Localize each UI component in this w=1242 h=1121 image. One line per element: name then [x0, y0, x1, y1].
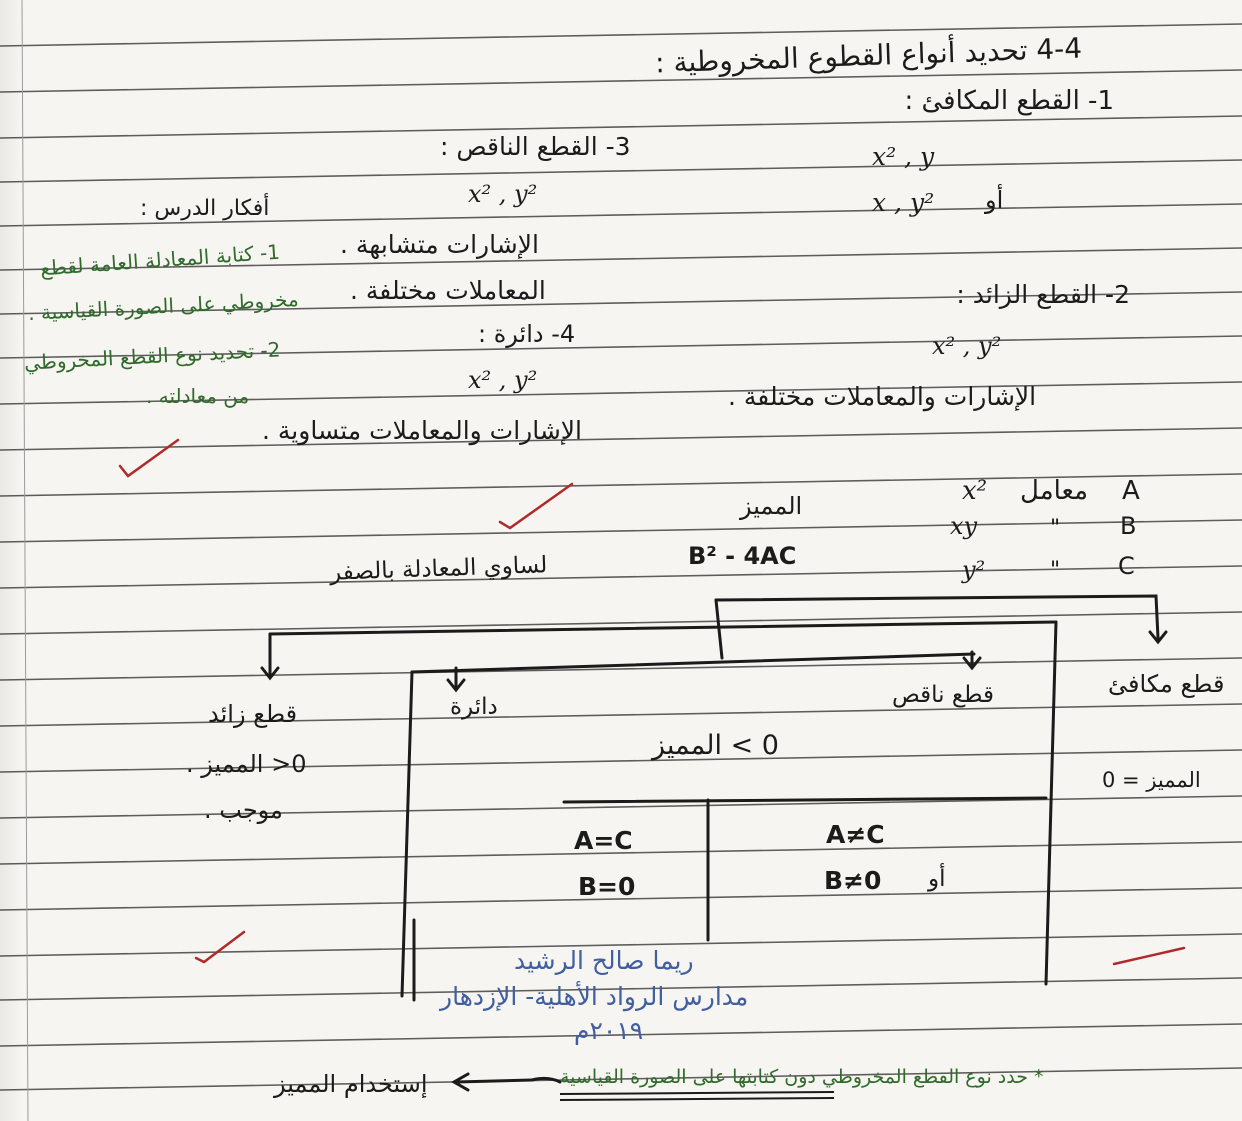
- lesson-idea-2b: من معادلته .: [146, 384, 250, 408]
- discriminant-note: لساوي المعادلة بالصفر: [329, 552, 548, 586]
- branch-ellipse: قطع ناقص: [892, 682, 994, 708]
- ellipse-condition-1: A≠C: [826, 820, 885, 849]
- branch-hyperbola: قطع زائد: [208, 700, 298, 728]
- branch-circle: دائرة: [450, 694, 498, 720]
- branch-to-parabola: [716, 596, 1158, 638]
- check-mark: [1114, 948, 1184, 964]
- author-name: ريما صالح الرشيد: [514, 946, 694, 975]
- footer-result: إستخدام المميز: [274, 1070, 428, 1098]
- discriminant-label: المميز: [740, 492, 803, 520]
- lesson-idea-1b: مخروطي على الصورة القياسية .: [27, 286, 300, 326]
- parabola-form1: x² , y: [872, 142, 935, 171]
- trunk-upper: [716, 600, 722, 658]
- left-divider: [402, 672, 412, 996]
- year: ٢٠١٩م: [574, 1016, 644, 1045]
- lesson-idea-1a: 1- كتابة المعادلة العامة لقطع: [39, 239, 281, 281]
- coef-c-text: ": [1050, 558, 1061, 583]
- footer-arrow: [456, 1080, 532, 1082]
- school-name: مدارس الرواد الأهلية- الإزدهار: [440, 982, 749, 1011]
- footer-underline: [560, 1092, 834, 1094]
- negative-discriminant-rule: 0 > المميز: [652, 730, 779, 761]
- hyperbola-form: x² , y²: [932, 332, 1002, 360]
- parabola-discriminant-rule: المميز = 0: [1102, 768, 1201, 792]
- ellipse-condition-or: أو: [928, 866, 946, 892]
- hyperbola-heading: 2- القطع الزائد :: [956, 280, 1130, 309]
- footer-underline: [560, 1098, 834, 1100]
- circle-condition-1: A=C: [574, 826, 633, 855]
- coef-c-var: C: [1118, 552, 1135, 580]
- coef-b-text: ": [1050, 516, 1061, 541]
- lesson-idea-2a: 2- تحديد نوع القطع المخروطي: [23, 337, 281, 375]
- middle-bar: [412, 654, 974, 672]
- ellipse-rule2: المعاملات مختلفة .: [350, 276, 546, 305]
- coef-a-var: A: [1122, 476, 1140, 506]
- check-mark: [500, 484, 572, 528]
- check-mark: [196, 932, 244, 962]
- ellipse-condition-2: B≠0: [824, 866, 882, 895]
- discriminant-formula: B² - 4AC: [688, 542, 797, 570]
- section-title: 4-4 تحديد أنواع القطوع المخروطية :: [654, 31, 1083, 80]
- lesson-ideas-title: أفكار الدرس :: [140, 196, 270, 221]
- circle-heading: 4- دائرة :: [478, 320, 576, 348]
- ellipse-form: x² , y²: [468, 180, 538, 208]
- coef-b-var: B: [1120, 512, 1137, 540]
- branch-connector: [270, 622, 1056, 634]
- coef-c-term: y²: [962, 556, 986, 584]
- hyperbola-rule: الإشارات والمعاملات مختلفة .: [728, 382, 1037, 411]
- coef-a-text: معامل: [1020, 476, 1089, 506]
- parabola-or: أو: [985, 186, 1004, 214]
- circle-form: x² , y²: [468, 366, 538, 394]
- right-divider: [1046, 622, 1056, 984]
- circle-condition-2: B=0: [578, 872, 636, 901]
- ellipse-rule1: الإشارات متشابهة .: [340, 230, 539, 259]
- condition-bar: [564, 798, 1046, 802]
- branch-parabola: قطع مكافئ: [1108, 670, 1225, 698]
- parabola-form2: x , y²: [872, 188, 935, 217]
- coef-a-term: x²: [962, 476, 988, 506]
- circle-rule: الإشارات والمعاملات متساوية .: [262, 416, 583, 445]
- hyperbola-discriminant-rule-2: موجب .: [204, 796, 283, 824]
- footer-note: * حدد نوع القطع المخروطي دون كتابتها على الصورة القياسية: [560, 1066, 1044, 1088]
- check-mark: [120, 440, 178, 476]
- coef-b-term: xy: [950, 512, 978, 540]
- ellipse-heading: 3- القطع الناقص :: [440, 132, 631, 161]
- footer-arrow-tail: [532, 1078, 560, 1082]
- parabola-heading: 1- القطع المكافئ :: [904, 86, 1114, 116]
- hyperbola-discriminant-rule-1: 0< المميز .: [186, 750, 307, 778]
